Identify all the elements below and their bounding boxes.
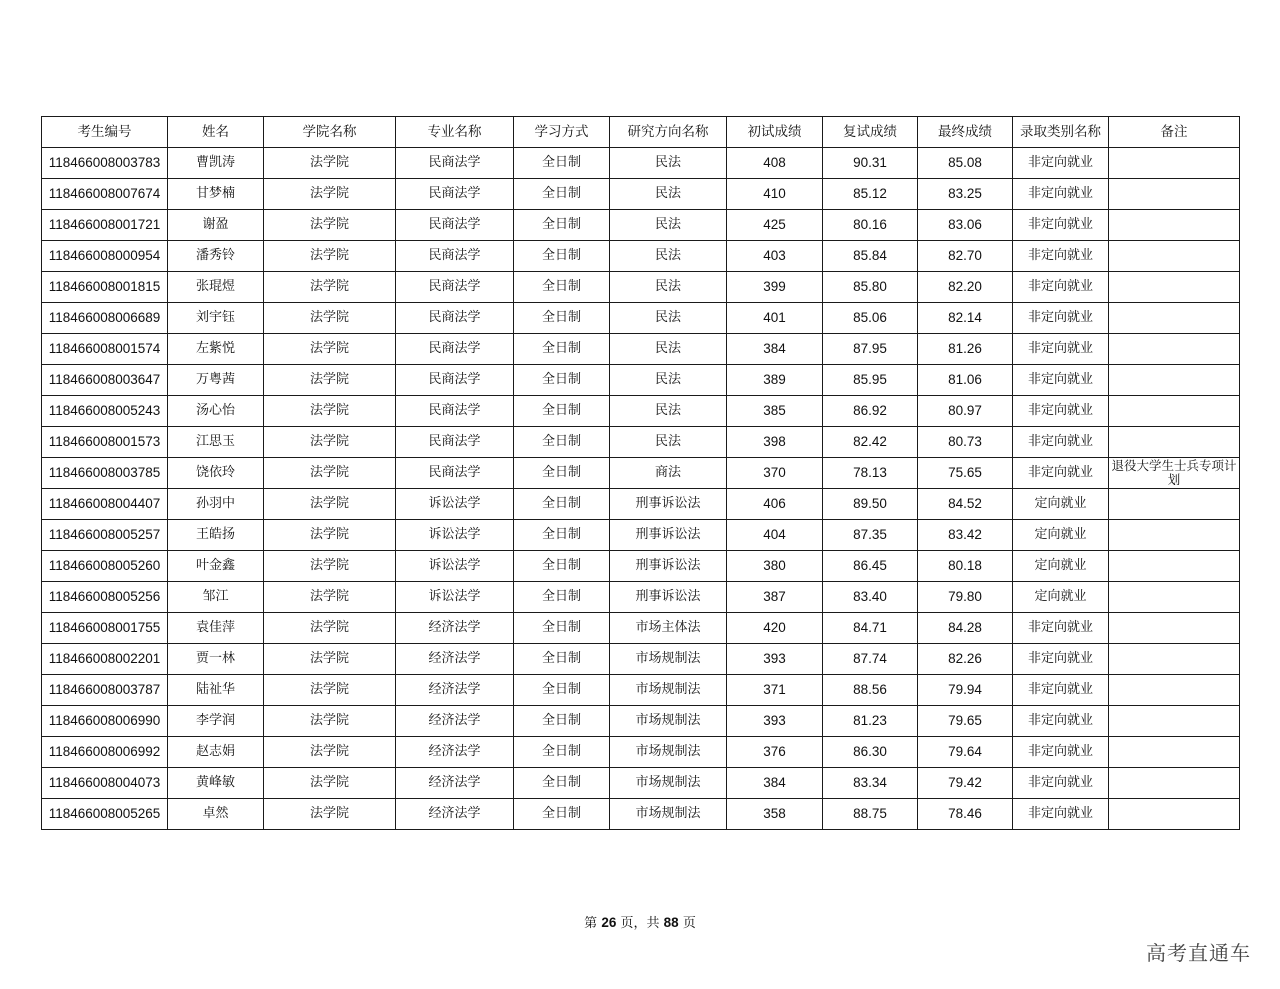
table-cell: 法学院 [264,334,396,365]
table-cell: 86.30 [823,737,918,768]
current-page-number: 26 [601,915,617,930]
table-cell: 民法 [610,303,727,334]
table-cell: 89.50 [823,489,918,520]
footer-suffix: 页 [682,916,696,931]
table-cell: 法学院 [264,303,396,334]
table-cell: 85.95 [823,365,918,396]
table-cell: 李学润 [168,706,264,737]
table-row [42,706,1240,737]
column-header: 学习方式 [514,117,610,148]
table-cell: 393 [727,706,823,737]
table-cell: 非定向就业 [1013,365,1109,396]
table-cell: 118466008002201 [42,644,168,675]
table-cell: 刘宇钰 [168,303,264,334]
table-cell: 非定向就业 [1013,334,1109,365]
table-cell: 民法 [610,365,727,396]
table-cell [1109,706,1240,737]
table-cell: 民法 [610,427,727,458]
table-cell: 刑事诉讼法 [610,582,727,613]
table-cell: 78.46 [918,799,1013,830]
table-row [42,520,1240,551]
table-cell: 非定向就业 [1013,799,1109,830]
table-cell: 法学院 [264,489,396,520]
table-cell: 406 [727,489,823,520]
table-cell [1109,179,1240,210]
table-cell [1109,520,1240,551]
table-cell: 定向就业 [1013,520,1109,551]
table-cell: 法学院 [264,737,396,768]
table-cell: 谢盈 [168,210,264,241]
table-cell [1109,799,1240,830]
table-cell: 全日制 [514,582,610,613]
table-cell: 84.52 [918,489,1013,520]
table-cell: 汤心怡 [168,396,264,427]
table-cell: 84.28 [918,613,1013,644]
table-cell: 刑事诉讼法 [610,489,727,520]
table-cell: 408 [727,148,823,179]
column-header: 考生编号 [42,117,168,148]
table-row [42,582,1240,613]
table-cell: 79.64 [918,737,1013,768]
table-cell: 80.73 [918,427,1013,458]
column-header: 最终成绩 [918,117,1013,148]
table-cell: 叶金鑫 [168,551,264,582]
table-cell: 法学院 [264,241,396,272]
table-cell: 79.65 [918,706,1013,737]
table-cell: 88.75 [823,799,918,830]
table-cell [1109,210,1240,241]
table-cell [1109,241,1240,272]
table-cell: 82.70 [918,241,1013,272]
table-cell: 78.13 [823,458,918,489]
table-cell: 389 [727,365,823,396]
table-cell: 全日制 [514,303,610,334]
table-cell: 全日制 [514,644,610,675]
table-cell: 82.14 [918,303,1013,334]
table-cell [1109,489,1240,520]
table-cell: 法学院 [264,613,396,644]
table-cell: 118466008004407 [42,489,168,520]
table-row [42,241,1240,272]
table-cell: 非定向就业 [1013,675,1109,706]
table-cell: 民法 [610,148,727,179]
table-cell: 非定向就业 [1013,396,1109,427]
table-cell: 384 [727,768,823,799]
table-cell: 全日制 [514,551,610,582]
watermark-text: 高考直通车 [1146,941,1251,965]
column-header: 备注 [1109,117,1240,148]
table-cell [1109,768,1240,799]
table-cell: 市场规制法 [610,675,727,706]
table-cell [1109,551,1240,582]
table-cell: 87.74 [823,644,918,675]
table-cell: 赵志娟 [168,737,264,768]
table-row [42,334,1240,365]
table-cell: 370 [727,458,823,489]
table-cell: 黄峰敏 [168,768,264,799]
table-cell: 420 [727,613,823,644]
table-cell: 民法 [610,272,727,303]
table-cell: 371 [727,675,823,706]
table-cell: 市场规制法 [610,768,727,799]
table-cell: 410 [727,179,823,210]
column-header: 姓名 [168,117,264,148]
table-cell: 非定向就业 [1013,272,1109,303]
table-cell: 404 [727,520,823,551]
table-cell: 定向就业 [1013,582,1109,613]
table-cell: 全日制 [514,365,610,396]
table-cell: 袁佳萍 [168,613,264,644]
table-cell: 全日制 [514,489,610,520]
table-cell: 甘梦楠 [168,179,264,210]
table-row [42,458,1240,489]
table-cell: 法学院 [264,272,396,303]
table-cell: 退役大学生士兵专项计划 [1109,458,1240,489]
page-footer [0,912,1280,931]
table-row [42,148,1240,179]
table-cell: 陆祉华 [168,675,264,706]
table-cell [1109,737,1240,768]
table-cell: 诉讼法学 [396,489,514,520]
table-cell: 83.40 [823,582,918,613]
table-cell: 83.06 [918,210,1013,241]
table-cell: 潘秀铃 [168,241,264,272]
table-cell: 经济法学 [396,644,514,675]
table-cell [1109,427,1240,458]
table-cell: 83.42 [918,520,1013,551]
table-cell: 118466008000954 [42,241,168,272]
table-cell: 邹江 [168,582,264,613]
table-cell: 民商法学 [396,427,514,458]
table-cell: 民法 [610,396,727,427]
table-cell: 全日制 [514,706,610,737]
column-header: 初试成绩 [727,117,823,148]
table-cell: 法学院 [264,644,396,675]
table-cell: 非定向就业 [1013,303,1109,334]
table-cell: 376 [727,737,823,768]
table-cell: 全日制 [514,427,610,458]
table-cell: 非定向就业 [1013,737,1109,768]
table-row [42,272,1240,303]
table-cell: 82.26 [918,644,1013,675]
table-cell: 393 [727,644,823,675]
table-cell: 经济法学 [396,613,514,644]
table-cell: 法学院 [264,396,396,427]
table-cell: 非定向就业 [1013,613,1109,644]
table-cell: 经济法学 [396,737,514,768]
table-cell [1109,396,1240,427]
table-cell: 387 [727,582,823,613]
table-cell: 118466008005265 [42,799,168,830]
table-cell: 80.16 [823,210,918,241]
column-header: 录取类别名称 [1013,117,1109,148]
table-row [42,396,1240,427]
table-row [42,737,1240,768]
table-cell: 81.26 [918,334,1013,365]
table-cell: 市场规制法 [610,799,727,830]
table-cell: 诉讼法学 [396,582,514,613]
table-cell: 82.20 [918,272,1013,303]
table-cell: 法学院 [264,458,396,489]
table-cell: 民法 [610,179,727,210]
table-cell: 87.95 [823,334,918,365]
table-cell: 全日制 [514,799,610,830]
table-cell: 民法 [610,210,727,241]
table-cell [1109,613,1240,644]
table-cell: 张琨煜 [168,272,264,303]
table-cell: 卓然 [168,799,264,830]
table-cell: 118466008001721 [42,210,168,241]
table-cell: 85.80 [823,272,918,303]
table-cell: 民商法学 [396,334,514,365]
table-cell: 非定向就业 [1013,210,1109,241]
table-cell: 118466008003783 [42,148,168,179]
table-cell: 民商法学 [396,210,514,241]
table-cell: 384 [727,334,823,365]
table-cell: 民商法学 [396,148,514,179]
table-cell: 全日制 [514,179,610,210]
table-cell: 118466008001574 [42,334,168,365]
table-cell: 118466008007674 [42,179,168,210]
table-cell: 王皓扬 [168,520,264,551]
table-cell: 非定向就业 [1013,241,1109,272]
table-cell: 80.97 [918,396,1013,427]
table-cell: 81.06 [918,365,1013,396]
table-row [42,489,1240,520]
table-cell: 曹凯涛 [168,148,264,179]
table-cell: 401 [727,303,823,334]
table-cell: 全日制 [514,210,610,241]
table-cell: 118466008001755 [42,613,168,644]
table-cell [1109,334,1240,365]
table-row [42,675,1240,706]
table-cell: 定向就业 [1013,489,1109,520]
table-cell: 全日制 [514,675,610,706]
table-row [42,210,1240,241]
table-cell: 民商法学 [396,179,514,210]
table-cell: 法学院 [264,148,396,179]
table-cell: 法学院 [264,210,396,241]
table-cell: 非定向就业 [1013,644,1109,675]
table-cell: 经济法学 [396,675,514,706]
table-cell: 90.31 [823,148,918,179]
table-cell: 法学院 [264,365,396,396]
table-cell: 85.08 [918,148,1013,179]
table-cell: 83.25 [918,179,1013,210]
table-cell: 85.84 [823,241,918,272]
table-cell: 民商法学 [396,458,514,489]
table-cell: 88.56 [823,675,918,706]
table-cell: 孙羽中 [168,489,264,520]
table-cell: 法学院 [264,520,396,551]
table-cell: 83.34 [823,768,918,799]
table-cell: 全日制 [514,396,610,427]
column-header: 复试成绩 [823,117,918,148]
table-cell: 380 [727,551,823,582]
table-cell: 全日制 [514,520,610,551]
table-cell: 118466008005243 [42,396,168,427]
table-cell: 民商法学 [396,365,514,396]
table-cell: 425 [727,210,823,241]
table-cell: 全日制 [514,613,610,644]
table-cell: 82.42 [823,427,918,458]
table-cell: 358 [727,799,823,830]
column-header: 研究方向名称 [610,117,727,148]
table-cell: 法学院 [264,799,396,830]
table-cell [1109,675,1240,706]
table-cell: 全日制 [514,458,610,489]
table-cell: 经济法学 [396,768,514,799]
table-cell: 118466008003785 [42,458,168,489]
table-cell: 全日制 [514,241,610,272]
table-cell: 80.18 [918,551,1013,582]
table-row [42,644,1240,675]
table-cell: 民法 [610,241,727,272]
table-cell: 全日制 [514,272,610,303]
table-cell: 万粤茜 [168,365,264,396]
table-row [42,768,1240,799]
table-cell [1109,272,1240,303]
table-cell: 诉讼法学 [396,520,514,551]
table-row [42,365,1240,396]
table-cell: 81.23 [823,706,918,737]
total-page-number: 88 [663,915,679,930]
table-cell: 法学院 [264,706,396,737]
table-cell: 商法 [610,458,727,489]
table-cell [1109,303,1240,334]
table-cell: 118466008006689 [42,303,168,334]
table-cell: 市场规制法 [610,737,727,768]
table-cell: 非定向就业 [1013,148,1109,179]
table-cell: 85.06 [823,303,918,334]
table-cell: 民商法学 [396,241,514,272]
table-cell: 市场规制法 [610,644,727,675]
table-cell: 全日制 [514,737,610,768]
table-cell: 全日制 [514,768,610,799]
table-cell: 诉讼法学 [396,551,514,582]
table-body [42,148,1240,830]
table-cell: 全日制 [514,334,610,365]
footer-prefix: 第 [584,916,598,931]
table-cell: 86.92 [823,396,918,427]
table-row [42,303,1240,334]
table-cell: 民商法学 [396,272,514,303]
table-header-row [42,117,1240,148]
table-cell: 84.71 [823,613,918,644]
table-cell: 民商法学 [396,396,514,427]
table-cell: 118466008004073 [42,768,168,799]
table-cell [1109,148,1240,179]
table-cell: 市场主体法 [610,613,727,644]
table-cell: 江思玉 [168,427,264,458]
table-cell: 79.42 [918,768,1013,799]
table-cell: 经济法学 [396,706,514,737]
table-cell: 403 [727,241,823,272]
admission-results-table [41,116,1240,830]
table-cell: 非定向就业 [1013,458,1109,489]
table-cell [1109,644,1240,675]
table-cell: 118466008006992 [42,737,168,768]
table-cell: 79.80 [918,582,1013,613]
table-cell: 75.65 [918,458,1013,489]
table-row [42,551,1240,582]
table-cell: 非定向就业 [1013,427,1109,458]
footer-middle: 页，共 [620,916,660,931]
table-cell: 左紫悦 [168,334,264,365]
table-cell [1109,365,1240,396]
table-cell [1109,582,1240,613]
table-cell: 法学院 [264,551,396,582]
table-cell: 118466008006990 [42,706,168,737]
table-cell: 398 [727,427,823,458]
table-cell: 118466008005257 [42,520,168,551]
table-cell: 118466008005256 [42,582,168,613]
table-row [42,613,1240,644]
table-row [42,799,1240,830]
table-cell: 118466008003647 [42,365,168,396]
table-row [42,427,1240,458]
table-cell: 刑事诉讼法 [610,551,727,582]
table-cell: 法学院 [264,582,396,613]
table-cell: 贾一林 [168,644,264,675]
column-header: 学院名称 [264,117,396,148]
table-cell: 全日制 [514,148,610,179]
table-cell: 市场规制法 [610,706,727,737]
column-header: 专业名称 [396,117,514,148]
table-cell: 民法 [610,334,727,365]
table-cell: 刑事诉讼法 [610,520,727,551]
table-cell: 118466008003787 [42,675,168,706]
table-cell: 法学院 [264,768,396,799]
table-cell: 经济法学 [396,799,514,830]
table-cell: 非定向就业 [1013,706,1109,737]
table-cell: 87.35 [823,520,918,551]
table-cell: 118466008001573 [42,427,168,458]
table-cell: 85.12 [823,179,918,210]
table-cell: 民商法学 [396,303,514,334]
table-cell: 86.45 [823,551,918,582]
table-cell: 非定向就业 [1013,179,1109,210]
table-cell: 法学院 [264,179,396,210]
table-cell: 385 [727,396,823,427]
table-cell: 定向就业 [1013,551,1109,582]
table-cell: 118466008001815 [42,272,168,303]
table-row [42,179,1240,210]
table-cell: 法学院 [264,675,396,706]
table-cell: 118466008005260 [42,551,168,582]
table-cell: 法学院 [264,427,396,458]
table-cell: 79.94 [918,675,1013,706]
table-cell: 399 [727,272,823,303]
table-cell: 非定向就业 [1013,768,1109,799]
table-cell: 饶依玲 [168,458,264,489]
